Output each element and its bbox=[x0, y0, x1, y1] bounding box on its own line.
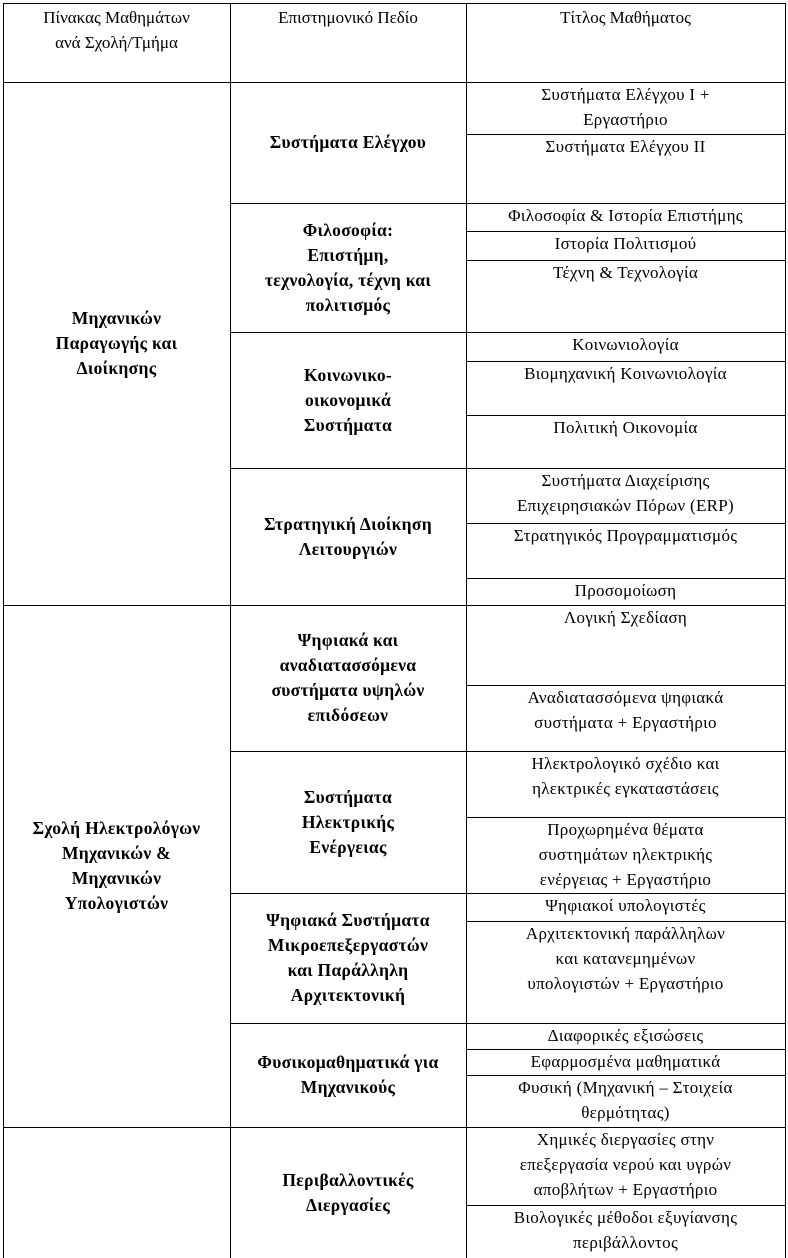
course-divider bbox=[466, 817, 785, 818]
field-name-line: τεχνολογία, τέχνη και bbox=[264, 269, 432, 290]
field-name bbox=[230, 203, 466, 332]
course-title-line: Προσομοίωση bbox=[574, 581, 677, 600]
course-title bbox=[466, 203, 785, 231]
header-col-school bbox=[3, 5, 230, 55]
course-title-line: Εφαρμοσμένα μαθηματικά bbox=[530, 1052, 721, 1071]
field-name bbox=[230, 82, 466, 203]
field-name-line: πολιτισμός bbox=[305, 294, 391, 315]
course-title-line: Ηλεκτρολογικό σχέδιο και bbox=[531, 754, 720, 773]
field-name-line: αναδιατασσόμενα bbox=[279, 655, 417, 675]
field-name-line: Διεργασίες bbox=[306, 1194, 390, 1215]
course-title-line: ενέργειας + Εργαστήριο bbox=[539, 870, 712, 889]
course-title bbox=[466, 523, 785, 578]
field-name-line: Κοινωνικο- bbox=[303, 364, 393, 385]
field-name bbox=[230, 751, 466, 893]
school-name-line: Διοίκησης bbox=[76, 358, 157, 378]
course-title-line: Διαφορικές εξισώσεις bbox=[547, 1026, 704, 1045]
course-divider bbox=[466, 1205, 785, 1206]
course-title-line: συστημάτων ηλεκτρικής bbox=[538, 845, 713, 864]
course-title-line: Συστήματα Διαχείρισης bbox=[541, 471, 710, 490]
course-title-line: Πολιτική Οικονομία bbox=[553, 418, 698, 437]
field-name-line: συστήματα υψηλών bbox=[271, 680, 425, 700]
course-title-line: Ιστορία Πολιτισμού bbox=[554, 234, 697, 253]
field-name-line: Ψηφιακά και bbox=[297, 630, 399, 650]
course-title-line: Φιλοσοφία & Ιστορία Επιστήμης bbox=[508, 206, 743, 225]
course-title bbox=[466, 1127, 785, 1205]
course-title bbox=[466, 134, 785, 203]
header-col-course: Τίτλος Μαθήματος bbox=[560, 8, 691, 27]
school-name-line: Σχολή Ηλεκτρολόγων bbox=[32, 818, 201, 838]
column-border-3 bbox=[785, 3, 786, 1258]
header-col-school-line: ανά Σχολή/Τμήμα bbox=[55, 33, 178, 52]
course-divider bbox=[466, 1075, 785, 1076]
course-title-line: Αναδιατασσόμενα ψηφιακά bbox=[527, 688, 724, 707]
school-name-line: Μηχανικών & bbox=[61, 843, 172, 863]
course-title bbox=[466, 415, 785, 468]
course-divider bbox=[466, 231, 785, 232]
field-name bbox=[230, 893, 466, 1023]
course-title-line: Προχωρημένα θέματα bbox=[547, 820, 704, 839]
course-title bbox=[466, 605, 785, 685]
field-name bbox=[230, 468, 466, 605]
header-col-field: Επιστημονικό Πεδίο bbox=[278, 8, 418, 27]
field-name-line: επιδόσεων bbox=[307, 705, 389, 725]
field-name bbox=[230, 332, 466, 468]
field-name bbox=[230, 605, 466, 751]
field-name-line: Συστήματα bbox=[303, 414, 393, 435]
course-title-line: περιβάλλοντος bbox=[573, 1233, 678, 1252]
course-title-line: ηλεκτρικές εγκαταστάσεις bbox=[532, 779, 719, 798]
course-title-line: Χημικές διεργασίες στην bbox=[536, 1130, 715, 1149]
course-title bbox=[466, 817, 785, 893]
school-name bbox=[3, 82, 230, 605]
field-name-line: Ενέργειας bbox=[309, 836, 387, 857]
course-title-line: Τέχνη & Τεχνολογία bbox=[552, 263, 699, 282]
course-title-line: Βιομηχανική Κοινωνιολογία bbox=[524, 364, 727, 383]
course-divider bbox=[466, 134, 785, 135]
course-title-line: υπολογιστών + Εργαστήριο bbox=[527, 974, 724, 993]
field-name-line: και Παράλληλη bbox=[287, 960, 409, 980]
course-title bbox=[466, 1023, 785, 1049]
course-title-line: Συστήματα Ελέγχου Ι + bbox=[541, 85, 710, 104]
course-title-line: αποβλήτων + Εργαστήριο bbox=[533, 1180, 718, 1199]
course-divider bbox=[466, 578, 785, 579]
school-name-line: Παραγωγής και bbox=[55, 333, 178, 353]
course-title bbox=[466, 685, 785, 751]
field-name-line: Ψηφιακά Συστήματα bbox=[266, 910, 430, 930]
course-title-line: Στρατηγικός Προγραμματισμός bbox=[513, 526, 738, 545]
course-title-line: Συστήματα Ελέγχου ΙΙ bbox=[545, 137, 706, 156]
field-name-line: Συστήματα Ελέγχου bbox=[269, 132, 427, 152]
course-title-line: συστήματα + Εργαστήριο bbox=[534, 713, 717, 732]
field-name-line: Αρχιτεκτονική bbox=[290, 985, 406, 1005]
header-col-school-line: Πίνακας Μαθημάτων bbox=[43, 8, 190, 27]
field-name bbox=[230, 1127, 466, 1258]
course-divider bbox=[466, 415, 785, 416]
field-name-line: Ηλεκτρικής bbox=[301, 811, 395, 832]
field-name-line: Περιβαλλοντικές bbox=[282, 1169, 414, 1190]
course-title bbox=[466, 1205, 785, 1258]
field-name-line: Μικροεπεξεργαστών bbox=[267, 935, 429, 955]
field-name-line: Φυσικομαθηματικά για bbox=[257, 1052, 439, 1072]
course-title-line: Φυσική (Μηχανική – Στοιχεία bbox=[518, 1078, 733, 1097]
field-name bbox=[230, 1023, 466, 1127]
school-name-line: Υπολογιστών bbox=[64, 893, 169, 913]
course-title bbox=[466, 893, 785, 921]
course-divider bbox=[466, 685, 785, 686]
course-title bbox=[466, 361, 785, 415]
field-name-line: Συστήματα bbox=[303, 786, 393, 807]
course-divider bbox=[466, 523, 785, 524]
course-title bbox=[466, 921, 785, 1023]
course-title-line: επεξεργασία νερού και υγρών bbox=[519, 1155, 732, 1174]
course-title bbox=[466, 578, 785, 605]
course-title bbox=[466, 231, 785, 260]
course-divider bbox=[466, 1049, 785, 1050]
course-title bbox=[466, 751, 785, 817]
top-border bbox=[3, 3, 785, 4]
course-title bbox=[466, 82, 785, 134]
course-title bbox=[466, 468, 785, 523]
course-title bbox=[466, 1075, 785, 1127]
school-name bbox=[3, 605, 230, 1127]
course-title-line: και κατανεμημένων bbox=[555, 949, 696, 968]
course-title bbox=[466, 332, 785, 361]
field-name-line: Στρατηγική Διοίκηση bbox=[264, 513, 432, 534]
field-name-line: Μηχανικούς bbox=[300, 1077, 396, 1097]
course-title-line: Βιολογικές μέθοδοι εξυγίανσης bbox=[513, 1208, 738, 1227]
course-title-line: Αρχιτεκτονική παράλληλων bbox=[525, 924, 726, 943]
course-divider bbox=[466, 921, 785, 922]
field-name-line: Λειτουργιών bbox=[298, 538, 398, 559]
course-title-line: θερμότητας) bbox=[581, 1103, 670, 1122]
course-divider bbox=[466, 260, 785, 261]
course-title bbox=[466, 260, 785, 332]
course-title bbox=[466, 1049, 785, 1075]
field-name-line: οικονομικά bbox=[304, 389, 392, 410]
school-name-line: Μηχανικών bbox=[71, 308, 162, 328]
course-title-line: Ψηφιακοί υπολογιστές bbox=[545, 896, 706, 915]
field-name-line: Επιστήμη, bbox=[307, 244, 389, 265]
course-title-line: Κοινωνιολογία bbox=[572, 335, 679, 354]
course-title-line: Εργαστήριο bbox=[583, 110, 668, 129]
course-title-line: Λογική Σχεδίαση bbox=[563, 608, 688, 627]
field-name-line: Φιλοσοφία: bbox=[302, 219, 394, 240]
school-name-line: Μηχανικών bbox=[71, 868, 162, 888]
course-title-line: Επιχειρησιακών Πόρων (ERP) bbox=[516, 496, 735, 515]
course-divider bbox=[466, 361, 785, 362]
